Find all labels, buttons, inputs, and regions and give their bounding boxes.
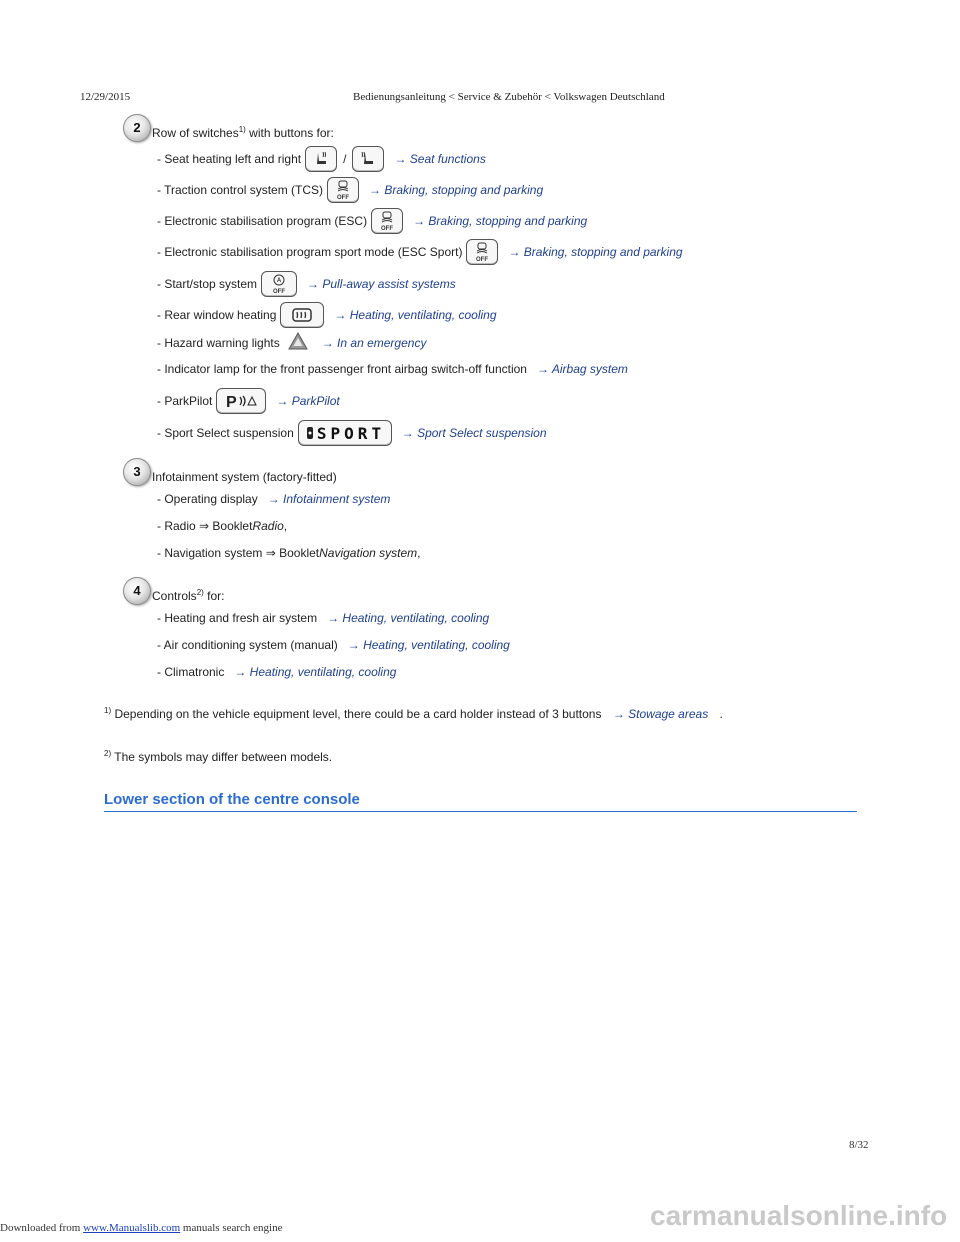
link-infotainment[interactable]: → Infotainment system: [267, 492, 391, 506]
section2-heading-suffix: with buttons for:: [249, 126, 334, 140]
callout-badge-3: 3: [123, 458, 151, 486]
section4-heading: [152, 589, 225, 603]
esc-off-icon: [371, 208, 403, 234]
list-item-operating-display: [157, 492, 390, 506]
item-label: - Navigation system ⇒ Booklet: [157, 546, 320, 560]
parkpilot-icon: [216, 388, 266, 414]
item-label: - Climatronic: [157, 665, 225, 679]
page-number: 8/32: [849, 1139, 869, 1151]
footnote-1-tail: .: [719, 707, 723, 721]
download-prefix: Downloaded from: [0, 1222, 81, 1234]
link-braking-esc[interactable]: → Braking, stopping and parking: [413, 214, 588, 228]
item-label: - Rear window heating: [157, 308, 277, 322]
header-title: Bedienungsanleitung < Service & Zubehör < Volkswagen Deutschland: [353, 91, 665, 103]
list-item-airbag: [157, 362, 628, 376]
seat-heat-right-icon: [352, 146, 384, 172]
section4-heading-text: Controls: [152, 589, 197, 603]
link-heating-1[interactable]: → Heating, ventilating, cooling: [327, 611, 490, 625]
list-item-sport-select: [157, 420, 547, 446]
list-item-esc-sport: [157, 239, 683, 265]
item-label: - Sport Select suspension: [157, 426, 294, 440]
item-slash: /: [343, 152, 347, 166]
section2-heading-text: Row of switches: [152, 126, 239, 140]
list-item-hazard: [157, 332, 426, 353]
booklet-title: Navigation system: [319, 546, 418, 560]
link-braking-tcs[interactable]: → Braking, stopping and parking: [369, 183, 544, 197]
item-label: - Operating display: [157, 492, 258, 506]
seat-heat-left-icon: [305, 146, 337, 172]
start-stop-off-icon: [261, 271, 297, 297]
link-heating-rear[interactable]: → Heating, ventilating, cooling: [334, 308, 497, 322]
footnote-1: [104, 707, 723, 721]
footnote-1-text: Depending on the vehicle equipment level, there could be a card holder instead of 3 buttons: [114, 707, 602, 721]
list-item-parkpilot: [157, 388, 340, 414]
item-label: - Heating and fresh air system: [157, 611, 318, 625]
item-label: - Seat heating left and right: [157, 152, 302, 166]
section2-heading: [152, 126, 334, 140]
list-item-rear-window: [157, 302, 497, 328]
link-seat-functions[interactable]: → Seat functions: [394, 152, 486, 166]
link-airbag[interactable]: → Airbag system: [536, 362, 628, 376]
item-label: - Hazard warning lights: [157, 335, 280, 350]
link-pull-away[interactable]: → Pull-away assist systems: [307, 277, 456, 291]
item-tail: ,: [283, 519, 288, 533]
link-sport-select[interactable]: → Sport Select suspension: [401, 426, 547, 440]
item-label: - Indicator lamp for the front passenger front airbag switch-off function: [157, 362, 527, 376]
svg-text:A: A: [276, 278, 282, 284]
item-label: - Traction control system (TCS): [157, 183, 324, 197]
list-item-seat-heating: [157, 146, 486, 172]
callout-badge-4: 4: [123, 577, 151, 605]
download-notice: [0, 1222, 282, 1234]
link-braking-esc-sport[interactable]: → Braking, stopping and parking: [508, 245, 683, 259]
svg-text:P: P: [226, 394, 238, 411]
item-label: - Start/stop system: [157, 277, 258, 291]
list-item-heating-fresh-air: [157, 611, 489, 625]
link-heating-2[interactable]: → Heating, ventilating, cooling: [347, 638, 510, 652]
link-heating-3[interactable]: → Heating, ventilating, cooling: [234, 665, 397, 679]
svg-text:OFF: OFF: [476, 257, 489, 263]
link-emergency[interactable]: → In an emergency: [321, 335, 427, 350]
tcs-off-icon: [327, 177, 359, 203]
svg-text:OFF: OFF: [381, 226, 394, 232]
footnote-2: [104, 750, 332, 764]
item-label: - Electronic stabilisation program sport mode (ESC Sport): [157, 245, 463, 259]
item-tail: ,: [417, 546, 421, 560]
item-label: - ParkPilot: [157, 394, 213, 408]
link-parkpilot[interactable]: → ParkPilot: [276, 394, 340, 408]
link-stowage-areas[interactable]: → Stowage areas: [612, 707, 709, 721]
svg-text:OFF: OFF: [337, 195, 350, 201]
item-label: - Electronic stabilisation program (ESC): [157, 214, 368, 228]
manualslib-link[interactable]: www.Manualslib.com: [83, 1222, 181, 1234]
svg-text:SPORT: SPORT: [316, 424, 385, 443]
footnote-2-mark: 2): [104, 749, 112, 758]
booklet-title: Radio: [252, 519, 284, 533]
esc-sport-off-icon: [466, 239, 498, 265]
svg-text:OFF: OFF: [273, 289, 286, 295]
download-suffix: manuals search engine: [182, 1222, 283, 1234]
list-item-radio: [157, 519, 287, 533]
list-item-tcs: [157, 177, 543, 203]
section-subheading: Lower section of the centre console: [104, 791, 857, 812]
section4-heading-suffix: for:: [207, 589, 225, 603]
hazard-triangle-icon: [288, 332, 308, 353]
footnote-ref-1[interactable]: 1): [238, 125, 246, 134]
list-item-navigation: [157, 546, 421, 560]
item-label: - Air conditioning system (manual): [157, 638, 338, 652]
header-date: 12/29/2015: [80, 91, 131, 103]
watermark: carmanualsonline.info: [650, 1200, 948, 1231]
footnote-ref-2[interactable]: 2): [196, 588, 204, 597]
item-label: - Radio ⇒ Booklet: [157, 519, 253, 533]
list-item-esc: [157, 208, 587, 234]
list-item-climatronic: [157, 665, 396, 679]
callout-badge-2: 2: [123, 114, 151, 142]
section3-heading: Infotainment system (factory-fitted): [152, 470, 337, 484]
footnote-2-text: The symbols may differ between models.: [114, 750, 333, 764]
list-item-start-stop: [157, 271, 456, 297]
footnote-1-mark: 1): [104, 706, 112, 715]
sport-select-icon: [298, 420, 392, 446]
list-item-air-conditioning: [157, 638, 510, 652]
rear-window-heating-icon: [280, 302, 324, 328]
